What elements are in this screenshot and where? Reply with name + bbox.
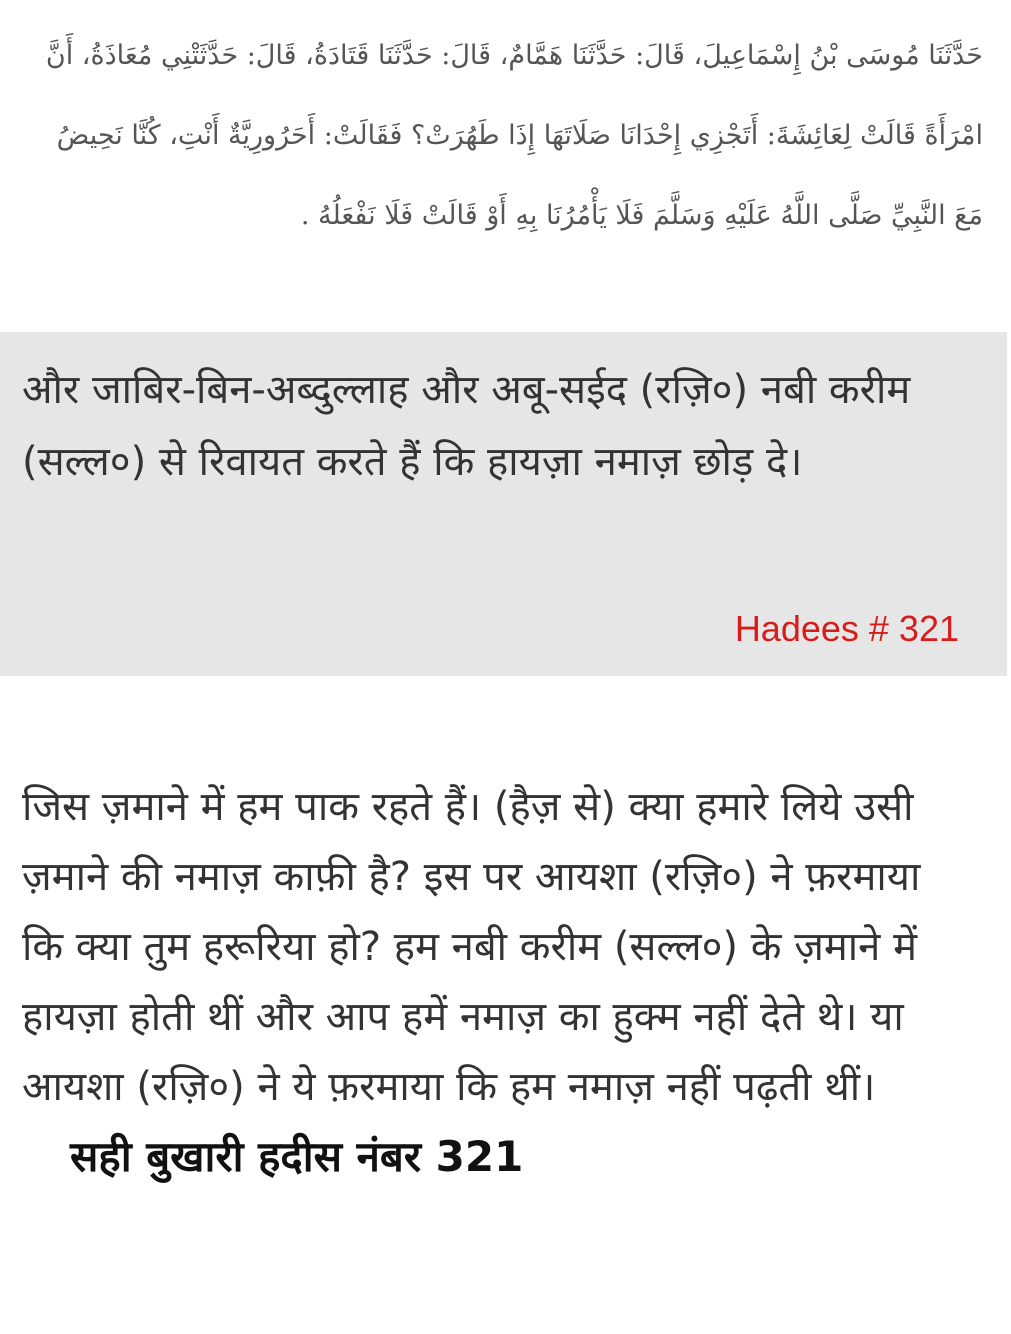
translation-text: और जाबिर-बिन-अब्दुल्लाह और अबू-सईद (रज़ि०) नबी करीम (सल्ल०) से रिवायत करते हैं कि हायज़ा नमाज़ छोड़ दे। — [22, 367, 911, 485]
full-text-section — [0, 676, 1011, 1334]
translation-panel — [0, 332, 1007, 676]
hadith-reference: सही बुखारी हदीस नंबर 321 — [70, 1132, 524, 1181]
arabic-text-section — [0, 0, 1011, 332]
hadees-number-label: Hadees # 321 — [734, 608, 959, 649]
hadith-body: जिस ज़माने में हम पाक रहते हैं। (हैज़ से) क्या हमारे लिये उसी ज़माने की नमाज़ काफ़ी है? इस पर आयशा (रज़ि०) ने फ़रमाया कि क्या तुम हरूरिया हो? हम नबी करीम (सल्ल०) के ज़माने में हायज़ा होती थीं और आप हमें नमाज़ का हुक्म नहीं देते थे। या आयशा (रज़ि०) ने ये फ़रमाया कि हम नमाज़ नहीं पढ़ती थीं। — [22, 784, 921, 1110]
arabic-hadith-text: حَدَّثَنَا مُوسَى بْنُ إِسْمَاعِيلَ، قَالَ: حَدَّثَنَا هَمَّامٌ، قَالَ: حَدَّثَنَا قَتَادَةُ، قَالَ: حَدَّثَتْنِي مُعَاذَةُ، أَنَّ امْرَأَةً قَالَتْ لِعَائِشَةَ: أَتَجْزِي إِحْدَانَا صَلَاتَهَا إِذَا طَهُرَتْ؟ فَقَالَتْ: أَحَرُورِيَّةٌ أَنْتِ، كُنَّا نَحِيضُ مَعَ النَّبِيِّ صَلَّى اللَّهُ عَلَيْهِ وَسَلَّمَ فَلَا يَأْمُرُنَا بِهِ أَوْ قَالَتْ فَلَا نَفْعَلُهُ . — [45, 40, 983, 231]
hadith-body-text — [22, 772, 971, 1193]
